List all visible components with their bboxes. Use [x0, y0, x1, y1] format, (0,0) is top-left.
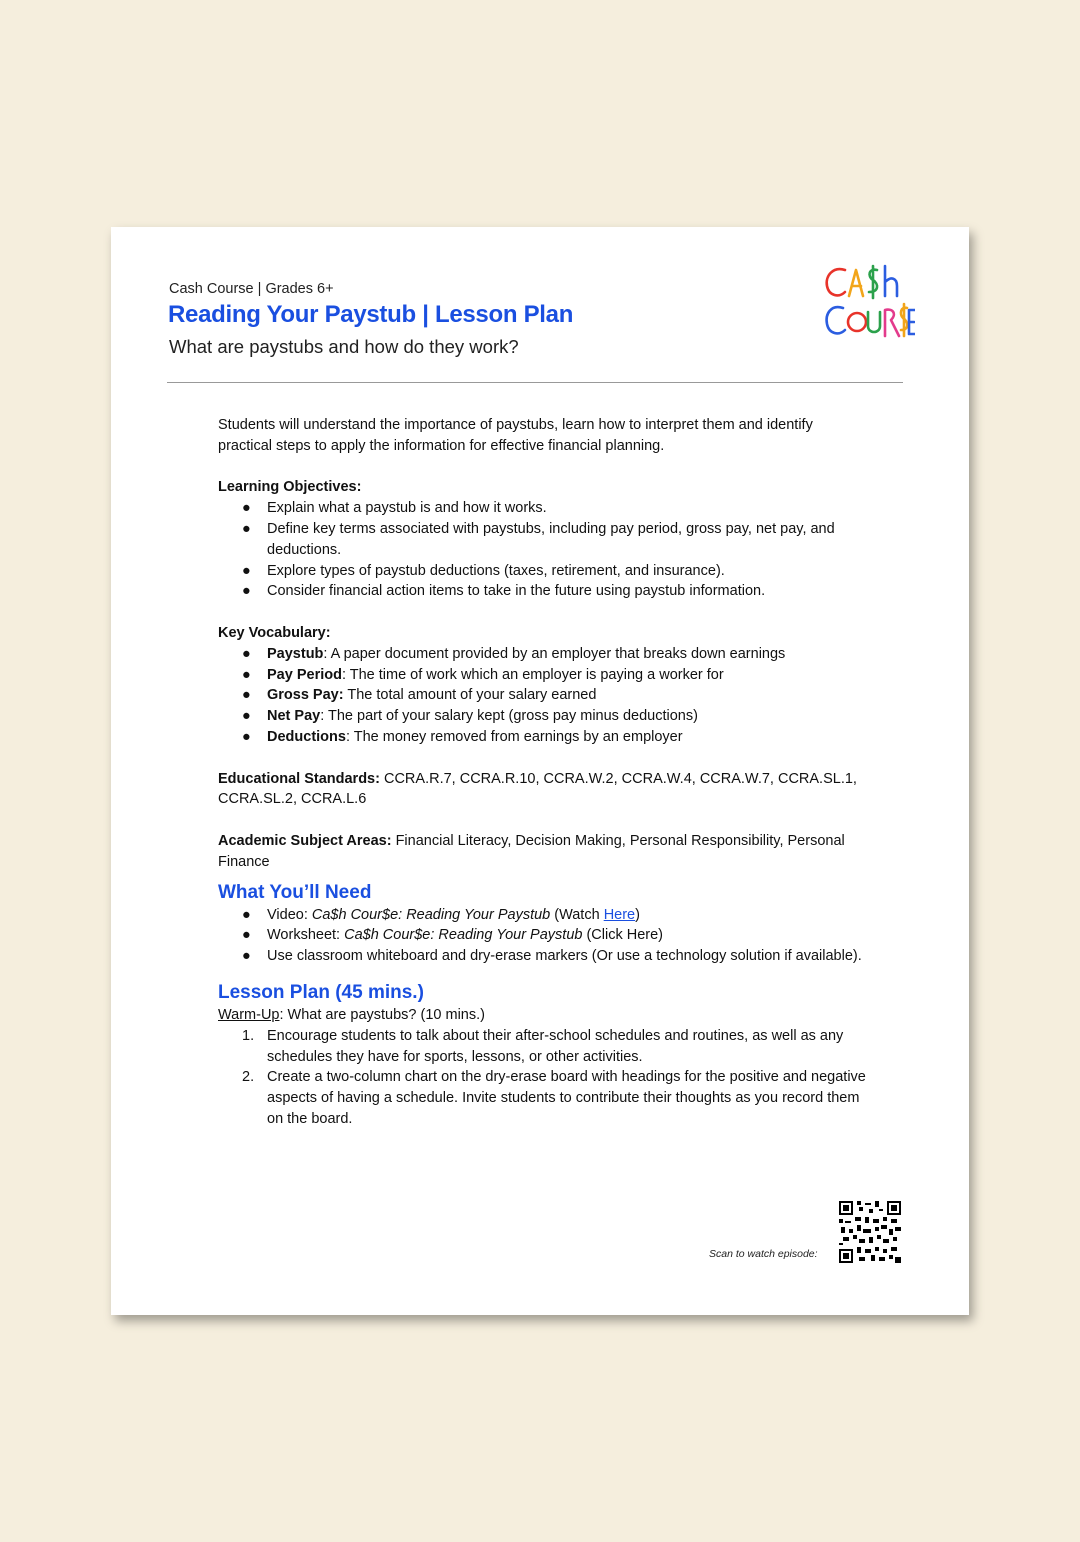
vocab-item: ● Deductions: The money removed from earnings by an employer [242, 728, 683, 745]
vocab-item: ● Net Pay: The part of your salary kept (gross pay minus deductions) [242, 708, 698, 725]
vocab-item: ● Paystub: A paper document provided by an employer that breaks down earnings [242, 645, 786, 662]
vocab-item: ● Gross Pay: The total amount of your salary earned [242, 687, 597, 704]
list-item: ● Consider financial action items to take in the future using paystub information. [242, 583, 766, 600]
intro-paragraph: Students will understand the importance of paystubs, learn how to interpret them and identify practical steps to apply the information for effective financial planning. [218, 417, 813, 454]
list-item: ● Use classroom whiteboard and dry-erase markers (Or use a technology solution if available). [242, 948, 862, 965]
objectives-list [218, 498, 868, 602]
objectives-heading: Learning Objectives: [218, 479, 362, 496]
cash-course-logo [823, 262, 915, 342]
list-item: ● Explore types of paystub deductions (taxes, retirement, and insurance). [242, 562, 725, 579]
list-item: 2. Create a two-column chart on the dry-erase board with headings for the positive and negative aspects of having a schedule. Invite students to contribute their thoughts as you record them on the board. [242, 1069, 866, 1127]
subject-areas: Academic Subject Areas: Financial Literacy, Decision Making, Personal Responsibility, Personal Finance [218, 832, 845, 870]
qr-code-icon[interactable] [839, 1201, 901, 1263]
list-item: ● Explain what a paystub is and how it works. [242, 500, 547, 517]
needs-list [218, 905, 868, 967]
header-divider [167, 382, 903, 383]
series-kicker: Cash Course | Grades 6+ [169, 281, 334, 297]
vocabulary-heading: Key Vocabulary: [218, 624, 331, 641]
watch-here-link[interactable]: Here [603, 906, 636, 923]
document-page [111, 227, 969, 1315]
list-item: ● Video: Ca$h Cour$e: Reading Your Paystub (Watch Here) [242, 906, 640, 923]
qr-label: Scan to watch episode: [709, 1248, 818, 1260]
warmup-steps [218, 1026, 868, 1130]
warmup-line: Warm-Up: What are paystubs? (10 mins.) [218, 1006, 485, 1023]
lesson-plan-heading: Lesson Plan (45 mins.) [218, 981, 424, 1003]
vocab-item: ● Pay Period: The time of work which an employer is paying a worker for [242, 666, 724, 683]
page-title: Reading Your Paystub | Lesson Plan [168, 301, 574, 328]
lesson-body [218, 415, 868, 1130]
list-item: ● Worksheet: Ca$h Cour$e: Reading Your Paystub (Click Here) [242, 927, 664, 944]
list-item: ● Define key terms associated with paystubs, including pay period, gross pay, net pay, and deductions. [242, 520, 835, 558]
needs-heading: What You’ll Need [218, 881, 372, 903]
page-subtitle: What are paystubs and how do they work? [169, 336, 519, 357]
list-item: 1. Encourage students to talk about their after-school schedules and routines, as well as any schedules they have for sports, lessons, or other activities. [242, 1027, 844, 1065]
educational-standards: Educational Standards: CCRA.R.7, CCRA.R.10, CCRA.W.2, CCRA.W.4, CCRA.W.7, CCRA.SL.1, CCRA.SL.2, CCRA.L.6 [218, 770, 857, 808]
vocabulary-list [218, 644, 868, 748]
